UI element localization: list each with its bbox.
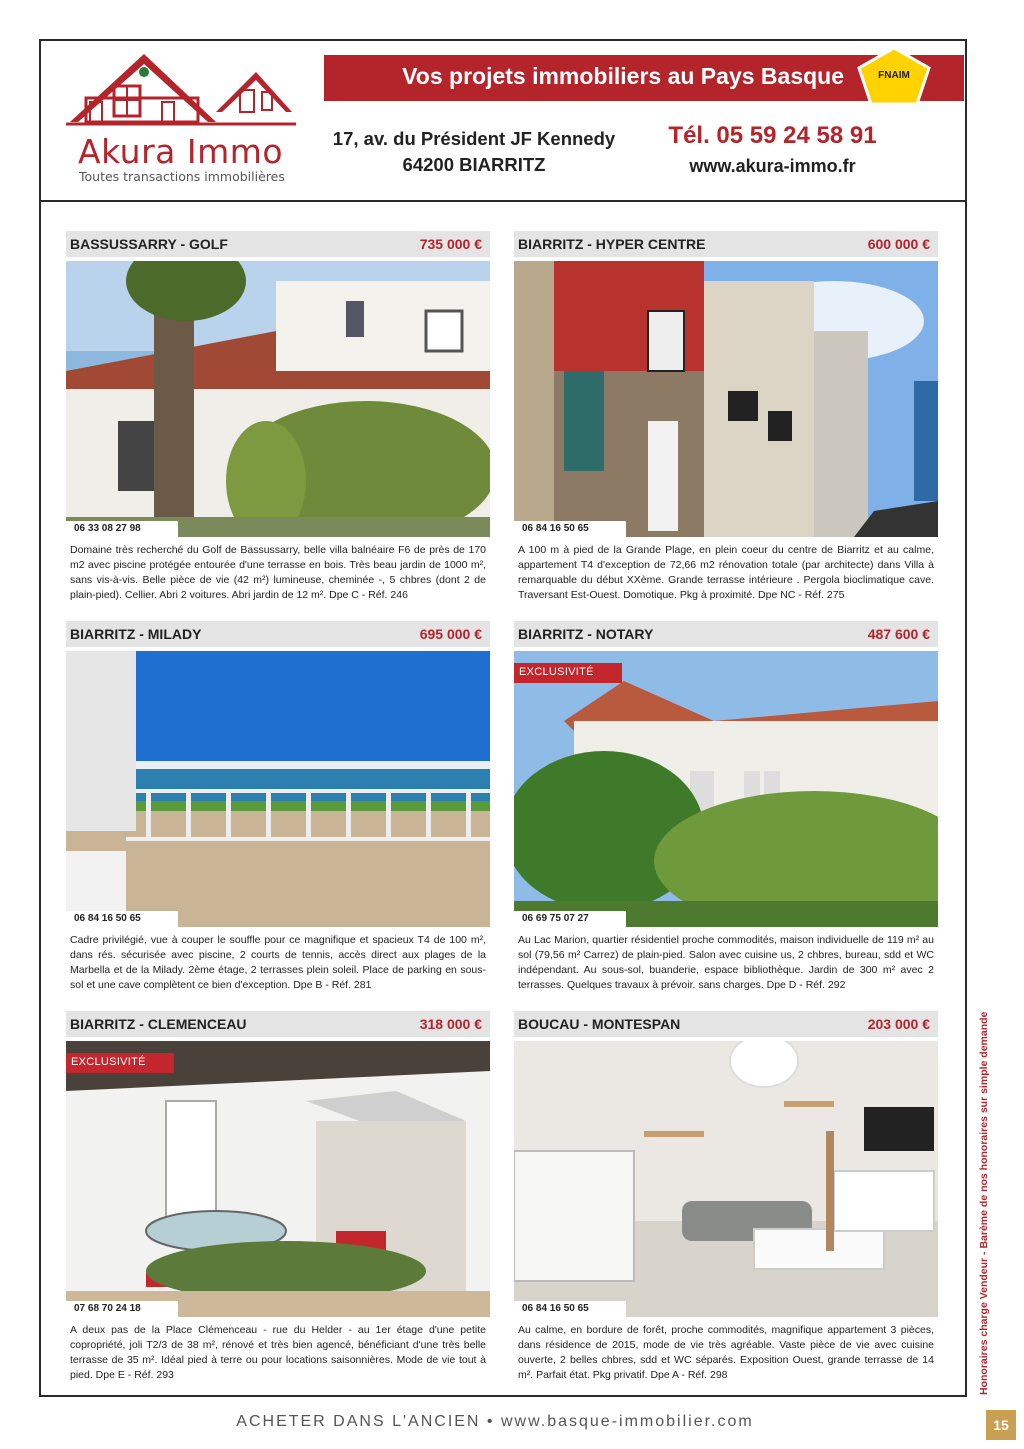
listing-description: Cadre privilégié, vue à couper le souffle pour ce magnifique et spacieux T4 de 100 m², dans rés. sécurisée avec piscine, 2 courts de tennis, accès direct aux plages de la Marbella et de la Milady. 2ème étage, 2 terrasses plein soleil. Place de parking en sous-sol et une cave complètent ce bien d'exception. Dpe B - Réf. 281 <box>70 934 486 991</box>
listing-phone[interactable]: 06 84 16 50 65 <box>74 913 141 924</box>
listing-photo[interactable] <box>514 1041 938 1317</box>
phone-box <box>514 521 626 537</box>
listing-title: BIARRITZ - HYPER CENTRE <box>518 236 706 252</box>
house-logo-icon <box>66 50 296 132</box>
address-line-2: 64200 BIARRITZ <box>402 154 546 175</box>
footer-text[interactable]: ACHETER DANS L'ANCIEN • www.basque-immobilier.com <box>236 1413 754 1430</box>
phone-box <box>66 521 178 537</box>
akura-logo[interactable] <box>66 50 296 190</box>
listing-description: A 100 m à pied de la Grande Plage, en plein coeur du centre de Biarritz et au calme, appartement T4 d'exception de 72,66 m2 rénovation totale (par architecte) dans Villa à remarquable du début XXème. Grande terrasse intérieure . Pergola bioclimatique cave. Traversant Est-Ouest. Domotique. Pkg à proximité. Dpe NC - Réf. 275 <box>518 544 934 601</box>
listing-photo[interactable] <box>514 261 938 537</box>
header-separator <box>39 200 967 202</box>
listing-description: Au calme, en bordure de forêt, proche commodités, magnifique appartement 3 pièces, dans résidence de 2015, mode de vie très agréable. Vaste pièce de vie avec cuisine ouverte, 2 belles chbres, sdd et WC séparés. Exposition Ouest, grande terrasse de 14 m². Parfait état. Pkg privatif. Dpe A - Réf. 298 <box>518 1324 934 1381</box>
agency-website[interactable]: www.akura-immo.fr <box>689 156 856 176</box>
fnaim-label: FNAIM <box>878 70 910 81</box>
listing-description: Domaine très recherché du Golf de Bassussarry, belle villa balnéaire F6 de près de 170 m2 avec piscine protégée entourée d'une terrasse en bois. Très beau jardin de 1000 m², sans vis-à-vis. Belle pièce de vie (42 m²) lumineuse, cheminée -, 5 chbres (dont 2 de plain-pied). Cellier. Abri 2 voitures. Abri jardin de 12 m². Dpe C - Réf. 246 <box>70 544 486 601</box>
fees-notice: Honoraires charge Vendeur - Barème de nos honoraires sur simple demande <box>978 1011 990 1395</box>
listing-phone[interactable]: 06 69 75 07 27 <box>522 913 589 924</box>
listing-title: BIARRITZ - NOTARY <box>518 626 654 642</box>
listing-photo[interactable] <box>66 1041 490 1317</box>
listing-title: BIARRITZ - CLEMENCEAU <box>70 1016 247 1032</box>
listing-header <box>66 621 490 647</box>
listing-photo[interactable] <box>66 651 490 927</box>
listing-header <box>66 1011 490 1037</box>
agency-phone[interactable]: Tél. 05 59 24 58 91 <box>668 122 877 149</box>
agency-address <box>324 126 624 178</box>
phone-box <box>514 1301 626 1317</box>
listing-phone[interactable]: 07 68 70 24 18 <box>74 1303 141 1314</box>
listing-description: Au Lac Marion, quartier résidentiel proche commodités, maison individuelle de 119 m² au sol (79,56 m² Carrez) de plain-pied. Salon avec cuisine us, 2 chbres, bureau, sdd et WC indépendant. Au sous-sol, buanderie, espace bibliothèque. Jardin de 300 m² avec 2 terrasses. Quelques travaux à prévoir. sans charges. Dpe D - Réf. 292 <box>518 934 934 991</box>
listing-price: 318 000 € <box>419 1016 482 1032</box>
logo-tagline: Toutes transactions immobilières <box>79 169 285 184</box>
listing-header <box>514 1011 938 1037</box>
listing-phone[interactable]: 06 84 16 50 65 <box>522 523 589 534</box>
listing-header <box>514 621 938 647</box>
listing-phone[interactable]: 06 33 08 27 98 <box>74 523 141 534</box>
listing-photo[interactable] <box>66 261 490 537</box>
badge-text: EXCLUSIVITÉ <box>71 1056 146 1068</box>
logo-name: Akura Immo <box>78 132 284 171</box>
exclusivity-badge <box>514 663 622 683</box>
listing-photo[interactable] <box>514 651 938 927</box>
exclusivity-badge <box>66 1053 174 1073</box>
badge-text: EXCLUSIVITÉ <box>519 666 594 678</box>
listing-header <box>514 231 938 257</box>
listing-title: BASSUSSARRY - GOLF <box>70 236 228 252</box>
listing-header <box>66 231 490 257</box>
listing-price: 695 000 € <box>419 626 482 642</box>
phone-box <box>514 911 626 927</box>
banner-text: Vos projets immobiliers au Pays Basque <box>402 63 844 89</box>
listing-phone[interactable]: 06 84 16 50 65 <box>522 1303 589 1314</box>
listing-title: BIARRITZ - MILADY <box>70 626 202 642</box>
fnaim-badge[interactable] <box>857 46 931 108</box>
address-line-1: 17, av. du Président JF Kennedy <box>332 128 616 149</box>
listing-description: A deux pas de la Place Clémenceau - rue du Helder - au 1er étage d'une petite copropriété, joli T2/3 de 38 m², rénové et très bien agencé, bénéficiant d'une très belle terrasse de 35 m². Idéal pied à terre ou pour locations saisonnières. Mode de vie tout à pied. Dpe E - Réf. 293 <box>70 1324 486 1381</box>
listing-title: BOUCAU - MONTESPAN <box>518 1016 681 1032</box>
listing-price: 487 600 € <box>867 626 930 642</box>
listing-price: 203 000 € <box>867 1016 930 1032</box>
phone-box <box>66 911 178 927</box>
phone-box <box>66 1301 178 1317</box>
listing-price: 600 000 € <box>867 236 930 252</box>
page-number: 15 <box>986 1410 1016 1440</box>
listing-price: 735 000 € <box>419 236 482 252</box>
